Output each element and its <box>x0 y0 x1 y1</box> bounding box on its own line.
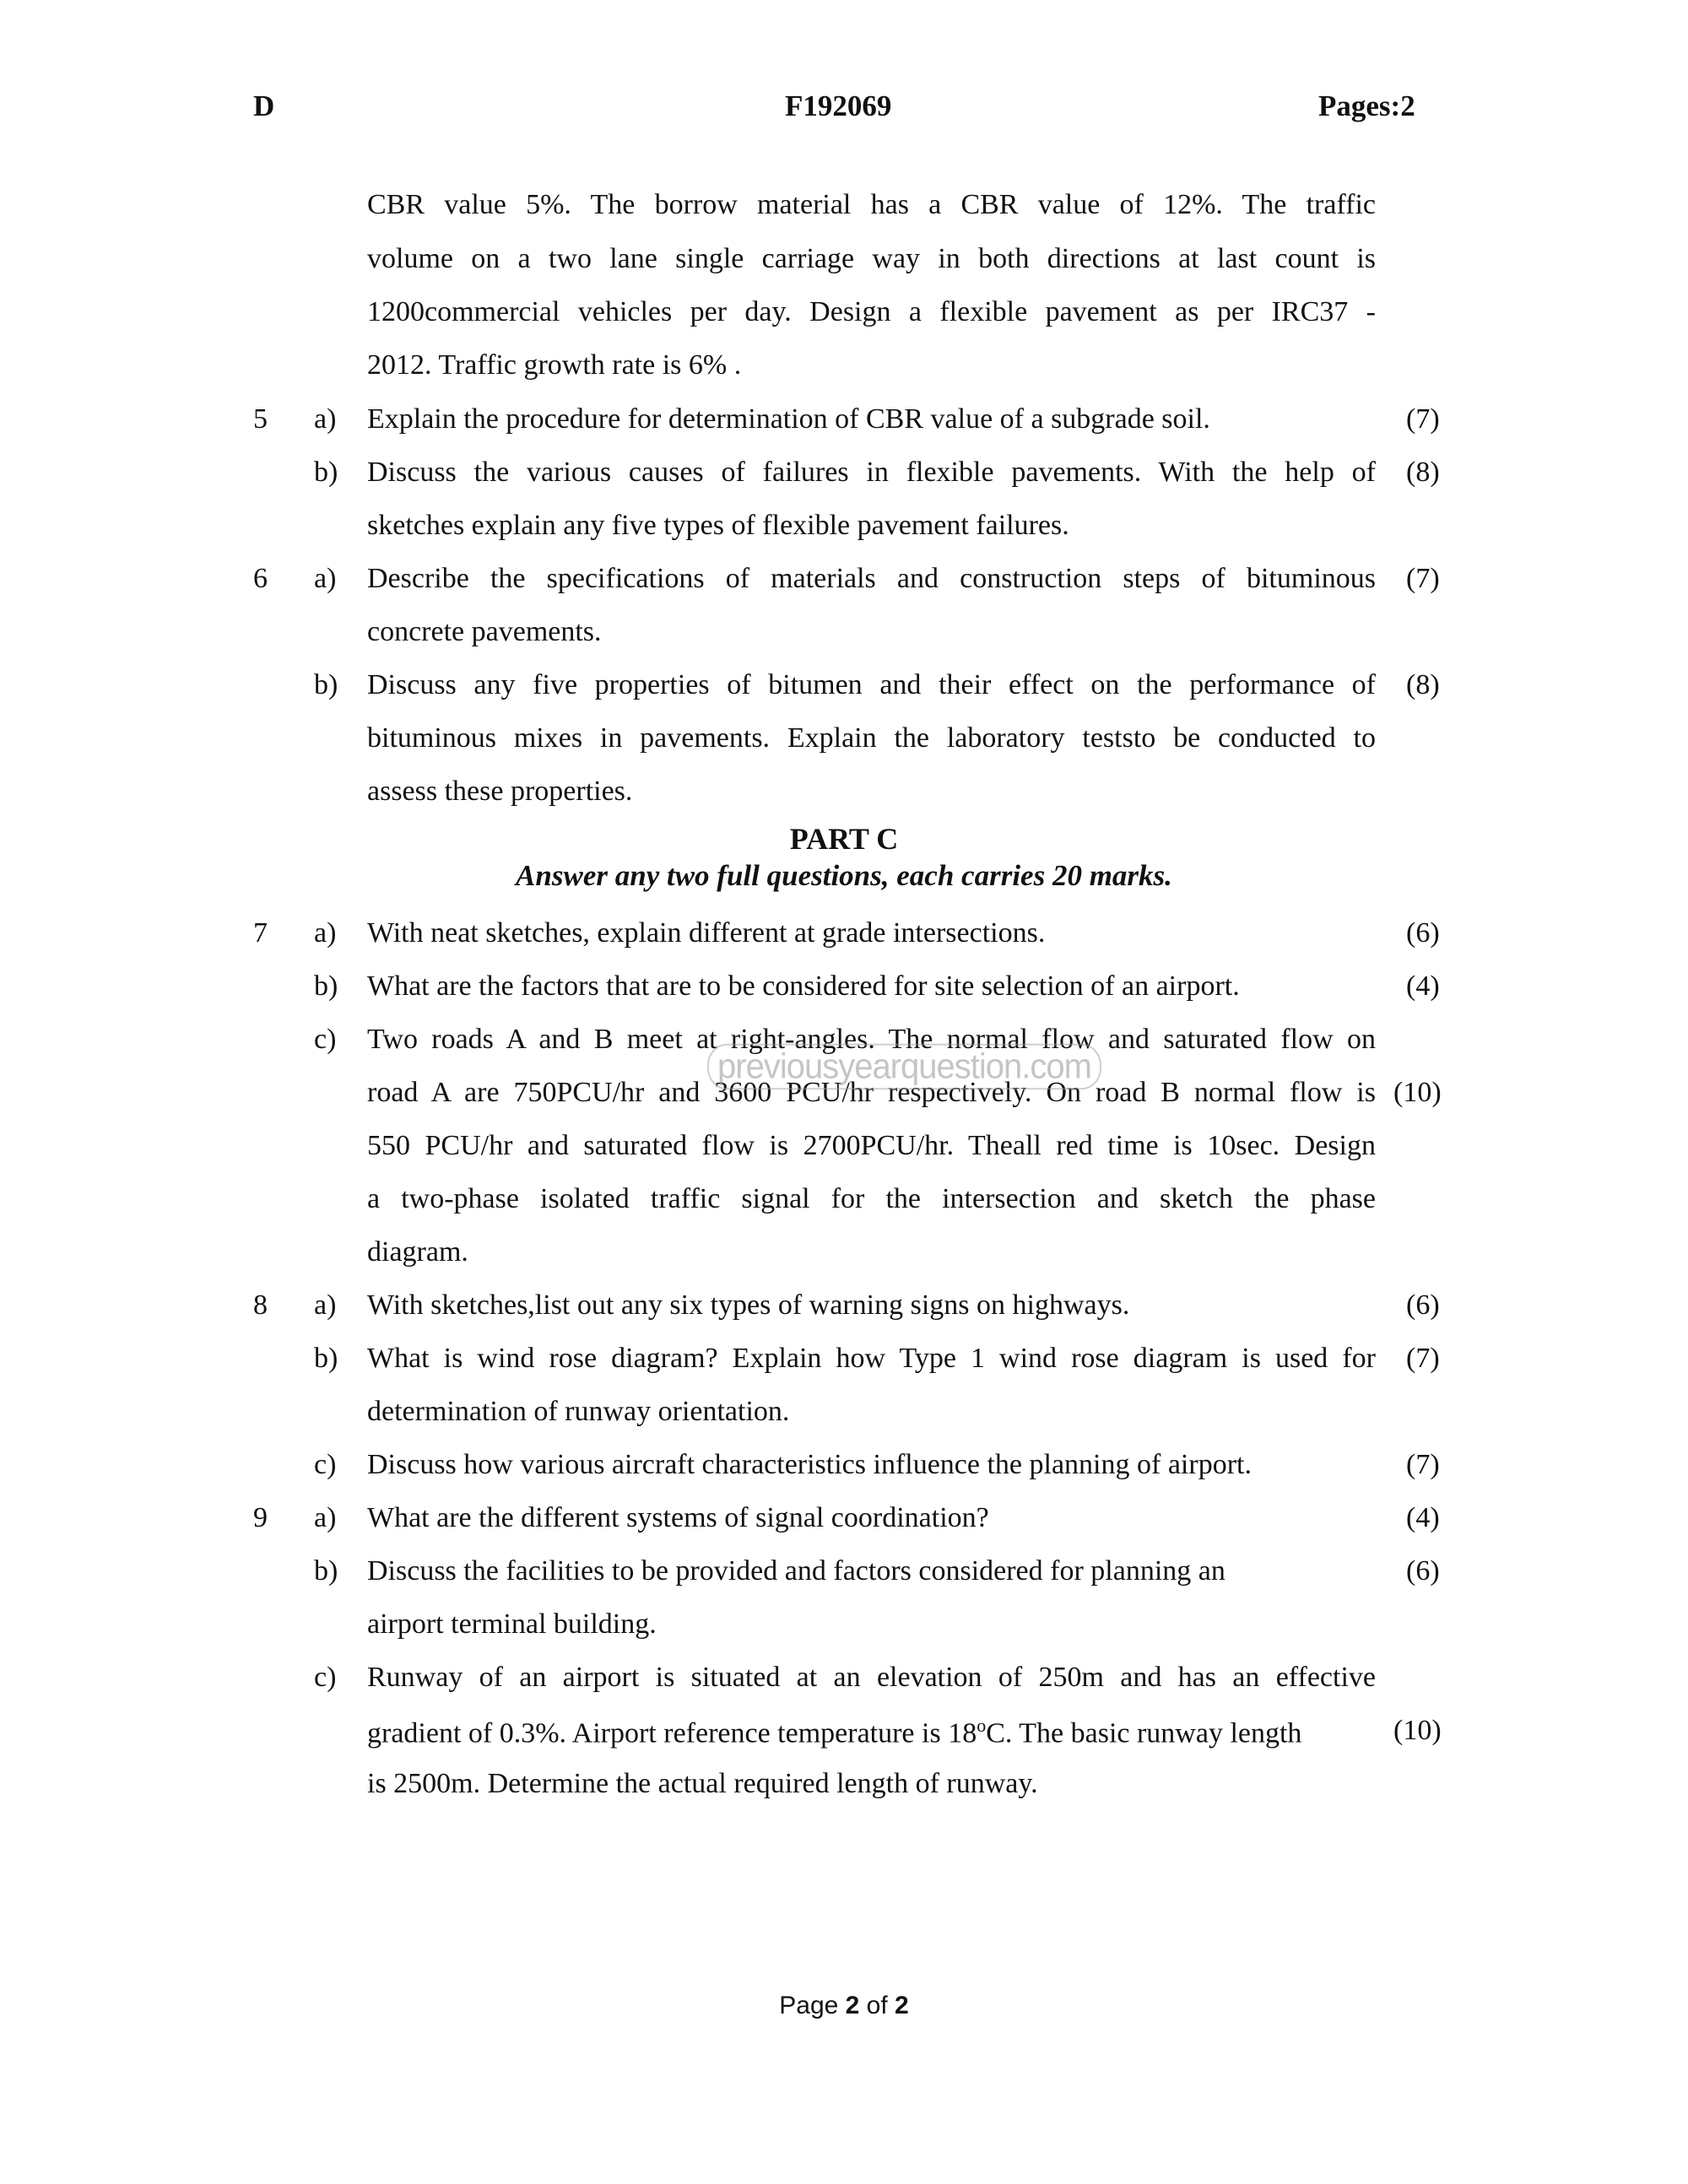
question-text: Discuss how various aircraft characteristics influence the planning of airport. <box>367 1449 1252 1480</box>
header-section-label: D <box>253 89 275 122</box>
marks-label: (7) <box>1406 1343 1440 1374</box>
question-text <box>367 1716 1376 1748</box>
question-text: Explain the procedure for determination of CBR value of a subgrade soil. <box>367 403 1210 435</box>
subquestion-label: a) <box>314 1502 337 1533</box>
question-text: 550 PCU/hr and saturated flow is 2700PCU/hr. Theall red time is 10sec. Design <box>367 1130 1376 1161</box>
question-text: is 2500m. Determine the actual required length of runway. <box>367 1768 1038 1799</box>
question-text: diagram. <box>367 1236 468 1268</box>
question-number: 9 <box>253 1502 268 1533</box>
question-text: Describe the specifications of materials and construction steps of bituminous <box>367 563 1376 594</box>
subquestion-label: a) <box>314 1289 337 1321</box>
question-text: Discuss the facilities to be provided and factors considered for planning an <box>367 1555 1225 1587</box>
question-number: 6 <box>253 563 268 594</box>
text-line: 1200commercial vehicles per day. Design a flexible pavement as per IRC37 - <box>367 296 1376 327</box>
question-text: What are the different systems of signal coordination? <box>367 1502 989 1533</box>
question-text: What is wind rose diagram? Explain how Type 1 wind rose diagram is used for <box>367 1343 1376 1374</box>
marks-label: (4) <box>1406 970 1440 1002</box>
subquestion-label: b) <box>314 457 338 488</box>
marks-label: (6) <box>1406 1555 1440 1587</box>
question-number: 8 <box>253 1289 268 1321</box>
marks-label: (7) <box>1406 563 1440 594</box>
page-count: Pages:2 <box>1318 89 1415 122</box>
subquestion-label: c) <box>314 1662 337 1693</box>
marks-label: (6) <box>1406 1289 1440 1321</box>
question-text: bituminous mixes in pavements. Explain the laboratory teststo be conducted to <box>367 722 1376 754</box>
subquestion-label: c) <box>314 1449 337 1480</box>
total-pages: 2 <box>895 1992 909 2019</box>
subquestion-label: a) <box>314 403 337 435</box>
question-text: sketches explain any five types of flexible pavement failures. <box>367 510 1069 541</box>
question-text: concrete pavements. <box>367 616 602 647</box>
subquestion-label: c) <box>314 1024 337 1055</box>
text-line: CBR value 5%. The borrow material has a CBR value of 12%. The traffic <box>367 189 1376 220</box>
watermark: previousyearquestion.com <box>707 1044 1101 1090</box>
marks-label: (4) <box>1406 1502 1440 1533</box>
question-text: determination of runway orientation. <box>367 1396 790 1427</box>
marks-label: (7) <box>1406 403 1440 435</box>
question-number: 7 <box>253 917 268 949</box>
question-text: What are the factors that are to be considered for site selection of an airport. <box>367 970 1240 1002</box>
footer-prefix: Page <box>779 1992 846 2019</box>
question-text: Discuss the various causes of failures in flexible pavements. With the help of <box>367 457 1376 488</box>
subquestion-label: b) <box>314 669 338 700</box>
subquestion-label: b) <box>314 1343 338 1374</box>
marks-label: (8) <box>1406 457 1440 488</box>
question-text: Runway of an airport is situated at an elevation of 250m and has an effective <box>367 1662 1376 1693</box>
question-text: Discuss any five properties of bitumen and their effect on the performance of <box>367 669 1376 700</box>
question-text: road A are 750PCU/hr and 3600 PCU/hr respectively. On road B normal flow is <box>367 1077 1376 1108</box>
marks-label: (8) <box>1406 669 1440 700</box>
question-text: airport terminal building. <box>367 1608 657 1640</box>
question-text: a two-phase isolated traffic signal for the intersection and sketch the phase <box>367 1183 1376 1214</box>
text-line: volume on a two lane single carriage way in both directions at last count is <box>367 243 1376 274</box>
question-text-part: gradient of 0.3%. Airport reference temperature is 18 <box>367 1717 977 1749</box>
subquestion-label: a) <box>314 917 337 949</box>
question-text-part: C. The basic runway length <box>986 1717 1302 1749</box>
text-line: 2012. Traffic growth rate is 6% . <box>367 349 742 381</box>
question-text: Two roads A and B meet at right-angles. The normal flow and saturated flow on <box>367 1024 1376 1055</box>
question-text: assess these properties. <box>367 776 633 807</box>
page-footer <box>0 1993 1688 2019</box>
footer-of: of <box>859 1992 895 2019</box>
marks-label: (7) <box>1406 1449 1440 1480</box>
question-text: With neat sketches, explain different at grade intersections. <box>367 917 1046 949</box>
subquestion-label: a) <box>314 563 337 594</box>
subquestion-label: b) <box>314 1555 338 1587</box>
question-text: With sketches,list out any six types of warning signs on highways. <box>367 1289 1130 1321</box>
paper-code: F192069 <box>785 89 892 122</box>
question-number: 5 <box>253 403 268 435</box>
marks-label: (6) <box>1406 917 1440 949</box>
marks-label: (10) <box>1393 1077 1442 1108</box>
degree-sign: o <box>977 1715 987 1736</box>
subquestion-label: b) <box>314 970 338 1002</box>
marks-label: (10) <box>1393 1715 1442 1746</box>
part-instruction: Answer any two full questions, each carries 20 marks. <box>516 859 1172 892</box>
part-heading: PART C <box>789 822 899 856</box>
current-page: 2 <box>845 1992 860 2019</box>
